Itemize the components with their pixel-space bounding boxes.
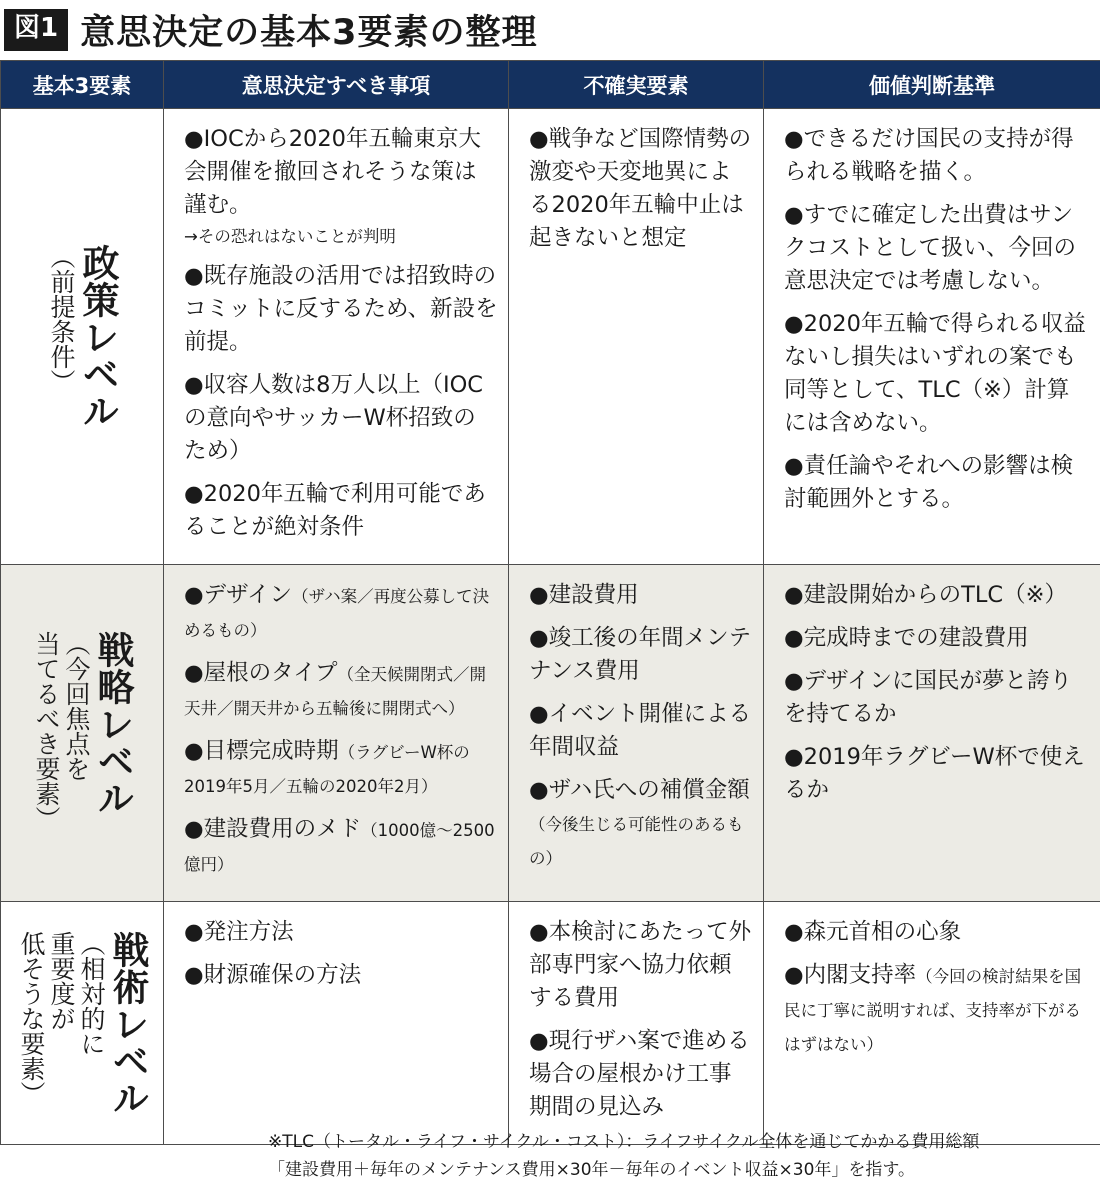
level-cell-policy bbox=[1, 109, 164, 565]
uncertain-cell-tactics bbox=[509, 902, 764, 1145]
level-subtitle-tactics-line3: 低そうな要素） bbox=[17, 930, 46, 1106]
list-item-main: ●デザイン bbox=[184, 582, 293, 608]
list-item-main: ●建設費用のメド bbox=[184, 816, 362, 842]
list-item: ●森元首相の心象 bbox=[784, 919, 962, 945]
list-item: ●現行ザハ案で進める場合の屋根かけ工事期間の見込み bbox=[529, 1028, 750, 1120]
values-cell-policy bbox=[764, 109, 1100, 565]
figure-title: 意思決定の基本3要素の整理 bbox=[80, 13, 538, 53]
values-cell-strategy bbox=[764, 565, 1100, 902]
level-subtitle-strategy-line2: 当てるべき要素） bbox=[32, 631, 61, 831]
header-uncertain-elements: 不確実要素 bbox=[509, 61, 764, 109]
level-subtitle-tactics-line2: 重要度が bbox=[47, 930, 76, 1031]
footnote-line-1: ※TLC（トータル・ライフ・サイクル・コスト）：ライフサイクル全体を通じてかかる費用総額 bbox=[268, 1132, 980, 1152]
list-item: ●財源確保の方法 bbox=[184, 962, 362, 988]
footnote-line-2: 「建設費用＋毎年のメンテナンス費用×30年－毎年のイベント収益×30年」を指す。 bbox=[268, 1160, 916, 1180]
table-row-tactics bbox=[1, 902, 1100, 1145]
level-title-strategy: 戦略レベル bbox=[91, 631, 134, 816]
list-item: ●既存施設の活用では招致時のコミットに反するため、新設を前提。 bbox=[184, 263, 498, 355]
list-item bbox=[184, 579, 498, 647]
decision-elements-table bbox=[0, 60, 1100, 1145]
list-item: ●できるだけ国民の支持が得られる戦略を描く。 bbox=[784, 126, 1074, 185]
list-item: ●責任論やそれへの影響は検討範囲外とする。 bbox=[784, 453, 1074, 512]
list-item bbox=[184, 813, 498, 881]
list-item-main: ●屋根のタイプ bbox=[184, 660, 338, 686]
level-subtitle-policy: （前提条件） bbox=[47, 244, 76, 394]
table-row-strategy bbox=[1, 565, 1100, 902]
list-item: ●IOCから2020年五輪東京大会開催を撤回されそうな策は謹む。 bbox=[184, 126, 481, 218]
list-item: ●デザインに国民が夢と誇りを持てるか bbox=[784, 668, 1073, 727]
list-item-sub: （ザハ案／再度公募して決めるもの） bbox=[184, 587, 490, 640]
list-item-sub: （全天候開閉式／開天井／開天井から五輪後に開閉式へ） bbox=[184, 665, 487, 718]
list-item: ●2020年五輪で得られる収益ないし損失はいずれの案でも同等として、TLC（※）計算には含めない。 bbox=[784, 311, 1086, 436]
list-item: ●戦争など国際情勢の激変や天変地異による2020年五輪中止は起きないと想定 bbox=[529, 126, 752, 251]
list-item: ●収容人数は8万人以上（IOCの意向やサッカーW杯招致のため） bbox=[184, 372, 484, 464]
list-item-main: ●目標完成時期 bbox=[184, 738, 339, 764]
list-item: ●2020年五輪で利用可能であることが絶対条件 bbox=[184, 481, 486, 540]
level-subtitle-tactics-line1: （相対的に bbox=[77, 930, 106, 1056]
decisions-cell-policy bbox=[164, 109, 509, 565]
list-item: ●竣工後の年間メンテナンス費用 bbox=[529, 625, 752, 684]
list-item bbox=[184, 735, 498, 803]
list-item-main: ●内閣支持率 bbox=[784, 962, 917, 988]
header-decision-items: 意思決定すべき事項 bbox=[164, 61, 509, 109]
list-item-sub: （1000億〜2500億円） bbox=[184, 821, 495, 874]
list-item: ●建設開始からのTLC（※） bbox=[784, 582, 1067, 608]
values-cell-tactics bbox=[764, 902, 1100, 1145]
list-item-sub: （ラグビーW杯の2019年5月／五輪の2020年2月） bbox=[184, 743, 470, 796]
uncertain-cell-policy bbox=[509, 109, 764, 565]
list-item-sub: （今後生じる可能性のあるもの） bbox=[529, 815, 744, 868]
list-item: ●イベント開催による年間収益 bbox=[529, 701, 752, 760]
header-value-criteria: 価値判断基準 bbox=[764, 61, 1100, 109]
figure-title-row bbox=[4, 6, 537, 54]
list-item bbox=[529, 774, 753, 875]
decisions-cell-tactics bbox=[164, 902, 509, 1145]
header-basic-elements: 基本3要素 bbox=[1, 61, 164, 109]
level-title-policy: 政策レベル bbox=[76, 244, 119, 429]
list-item: ●すでに確定した出費はサンクコストとして扱い、今回の意思決定では考慮しない。 bbox=[784, 202, 1077, 294]
list-item bbox=[184, 657, 498, 725]
list-item: ●本検討にあたって外部専門家へ協力依頼する費用 bbox=[529, 919, 752, 1011]
list-item: ●発注方法 bbox=[184, 919, 294, 945]
table-header-row bbox=[1, 61, 1100, 109]
list-item-sub: （今回の検討結果を国民に丁寧に説明すれば、支持率が下がるはずはない） bbox=[784, 967, 1082, 1054]
list-item bbox=[784, 959, 1090, 1061]
level-subtitle-strategy-line1: （今回焦点を bbox=[62, 631, 91, 781]
list-item-note: →その恐れはないことが判明 bbox=[184, 227, 396, 246]
list-item: ●2019年ラグビーW杯で使えるか bbox=[784, 744, 1085, 803]
uncertain-cell-strategy bbox=[509, 565, 764, 902]
level-title-tactics: 戦術レベル bbox=[106, 930, 149, 1116]
level-cell-strategy bbox=[1, 565, 164, 902]
list-item-main: ●ザハ氏への補償金額 bbox=[529, 777, 750, 803]
level-cell-tactics bbox=[1, 902, 164, 1145]
table-row-policy bbox=[1, 109, 1100, 565]
list-item: ●完成時までの建設費用 bbox=[784, 625, 1029, 651]
decisions-cell-strategy bbox=[164, 565, 509, 902]
figure-badge: 図1 bbox=[4, 9, 68, 50]
list-item: ●建設費用 bbox=[529, 582, 639, 608]
footnote bbox=[268, 1128, 979, 1184]
